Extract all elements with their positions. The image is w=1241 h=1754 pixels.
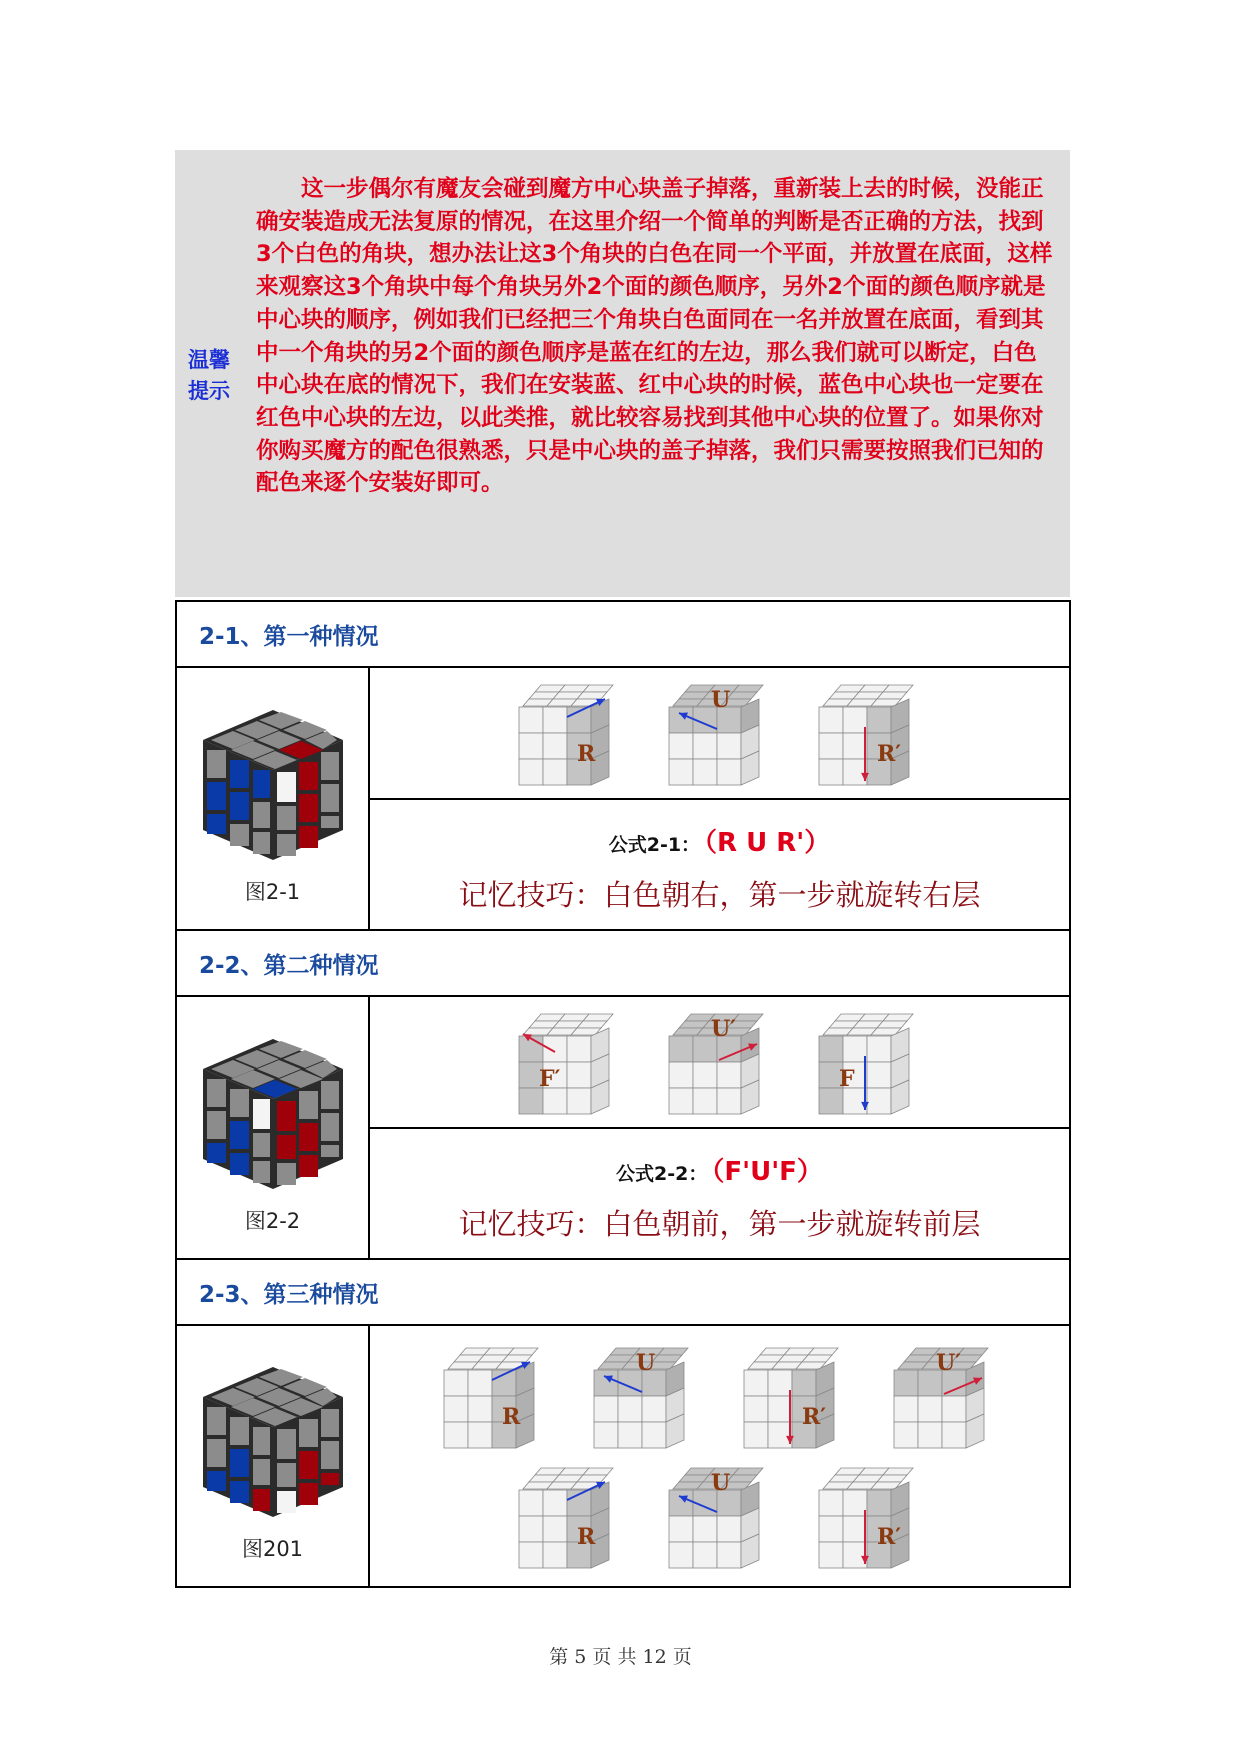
move-letter: R′ bbox=[876, 1524, 901, 1550]
section-heading: 2-1、第一种情况 bbox=[176, 601, 1070, 667]
moves-row bbox=[370, 1332, 1069, 1580]
move-letter: U′ bbox=[935, 1350, 961, 1376]
formula-cell bbox=[369, 799, 1070, 930]
formula-label: 公式2-1： bbox=[608, 833, 701, 856]
move-cube bbox=[590, 1340, 700, 1452]
memory-tip: 记忆技巧：白色朝右，第一步就旋转右层 bbox=[458, 877, 981, 912]
move-letter: R bbox=[501, 1404, 520, 1430]
tip-text: 这一步偶尔有魔友会碰到魔方中心块盖子掉落，重新装上去的时候，没能正确安装造成无法复原的情况，在这里介绍一个简单的判断是否正确的方法，找到3个白色的角块，想办法让这3个角块的白色在同一个平面，并放置在底面，这样来观察这3个角块中每个角块另外2个面的颜色顺序，另外2个面的颜色顺序就是中心块的顺序，例如我们已经把三个角块白色面同在一名并放置在底面，看到其中一个角块的另2个面的颜色顺序是蓝在红的左边，那么我们就可以断定，白色中心块在底的情况下，我们在安装蓝、红中心块的时候，蓝色中心块也一定要在红色中心块的左边，以此类推，就比较容易找到其他中心块的位置了。如果你对你购买魔方的配色很熟悉，只是中心块的盖子掉落，我们只需要按照我们已知的配色来逐个安装好即可。 bbox=[256, 176, 1053, 497]
cube-figure-2 bbox=[183, 1029, 363, 1199]
move-letter: F′ bbox=[538, 1066, 560, 1092]
cases-table bbox=[175, 600, 1071, 1588]
tip-label bbox=[188, 345, 238, 407]
move-cube bbox=[815, 677, 925, 789]
moves-cell bbox=[369, 996, 1070, 1128]
move-cube bbox=[890, 1340, 1000, 1452]
figure-cell bbox=[176, 667, 369, 930]
move-letter: R bbox=[576, 741, 595, 767]
move-letter: R′ bbox=[801, 1404, 826, 1430]
move-letter: U bbox=[710, 687, 730, 713]
move-cube bbox=[665, 1460, 775, 1572]
move-letter: U bbox=[710, 1470, 730, 1496]
move-cube bbox=[440, 1340, 550, 1452]
memory-tip: 记忆技巧：白色朝前，第一步就旋转前层 bbox=[458, 1206, 981, 1241]
figure-cell bbox=[176, 996, 369, 1259]
move-cube bbox=[515, 1006, 625, 1118]
move-cube bbox=[665, 1006, 775, 1118]
move-cube bbox=[515, 677, 625, 789]
figure-label: 图201 bbox=[241, 1537, 304, 1561]
section-heading: 2-2、第二种情况 bbox=[176, 930, 1070, 996]
page-number: 第 5 页 共 12 页 bbox=[549, 1646, 692, 1668]
section-heading: 2-3、第三种情况 bbox=[176, 1259, 1070, 1325]
move-cube bbox=[815, 1006, 925, 1118]
figure-cell bbox=[176, 1325, 369, 1587]
move-letter: R bbox=[576, 1524, 595, 1550]
tip-label-line1: 温馨 bbox=[188, 348, 230, 372]
formula-text: （F'U'F） bbox=[711, 1156, 823, 1187]
move-letter: U bbox=[635, 1350, 655, 1376]
moves-cell bbox=[369, 1325, 1070, 1587]
move-cube bbox=[515, 1460, 625, 1572]
cube-figure-3 bbox=[183, 1357, 363, 1527]
cube-figure-1 bbox=[183, 700, 363, 870]
move-cube bbox=[815, 1460, 925, 1572]
formula-cell bbox=[369, 1128, 1070, 1259]
formula-line bbox=[370, 822, 1069, 859]
formula-line bbox=[370, 1151, 1069, 1188]
formula-text: （R U R'） bbox=[704, 827, 831, 858]
moves-row bbox=[370, 998, 1069, 1126]
formula-label: 公式2-2： bbox=[616, 1162, 708, 1185]
figure-label: 图2-2 bbox=[244, 1208, 301, 1233]
move-letter: R′ bbox=[876, 741, 901, 767]
move-letter: U′ bbox=[710, 1016, 736, 1042]
moves-row bbox=[370, 669, 1069, 797]
move-cube bbox=[665, 677, 775, 789]
move-cube bbox=[740, 1340, 850, 1452]
moves-cell bbox=[369, 667, 1070, 799]
move-letter: F bbox=[838, 1066, 855, 1092]
figure-label: 图2-1 bbox=[244, 879, 301, 904]
tip-label-line2: 提示 bbox=[188, 379, 230, 403]
